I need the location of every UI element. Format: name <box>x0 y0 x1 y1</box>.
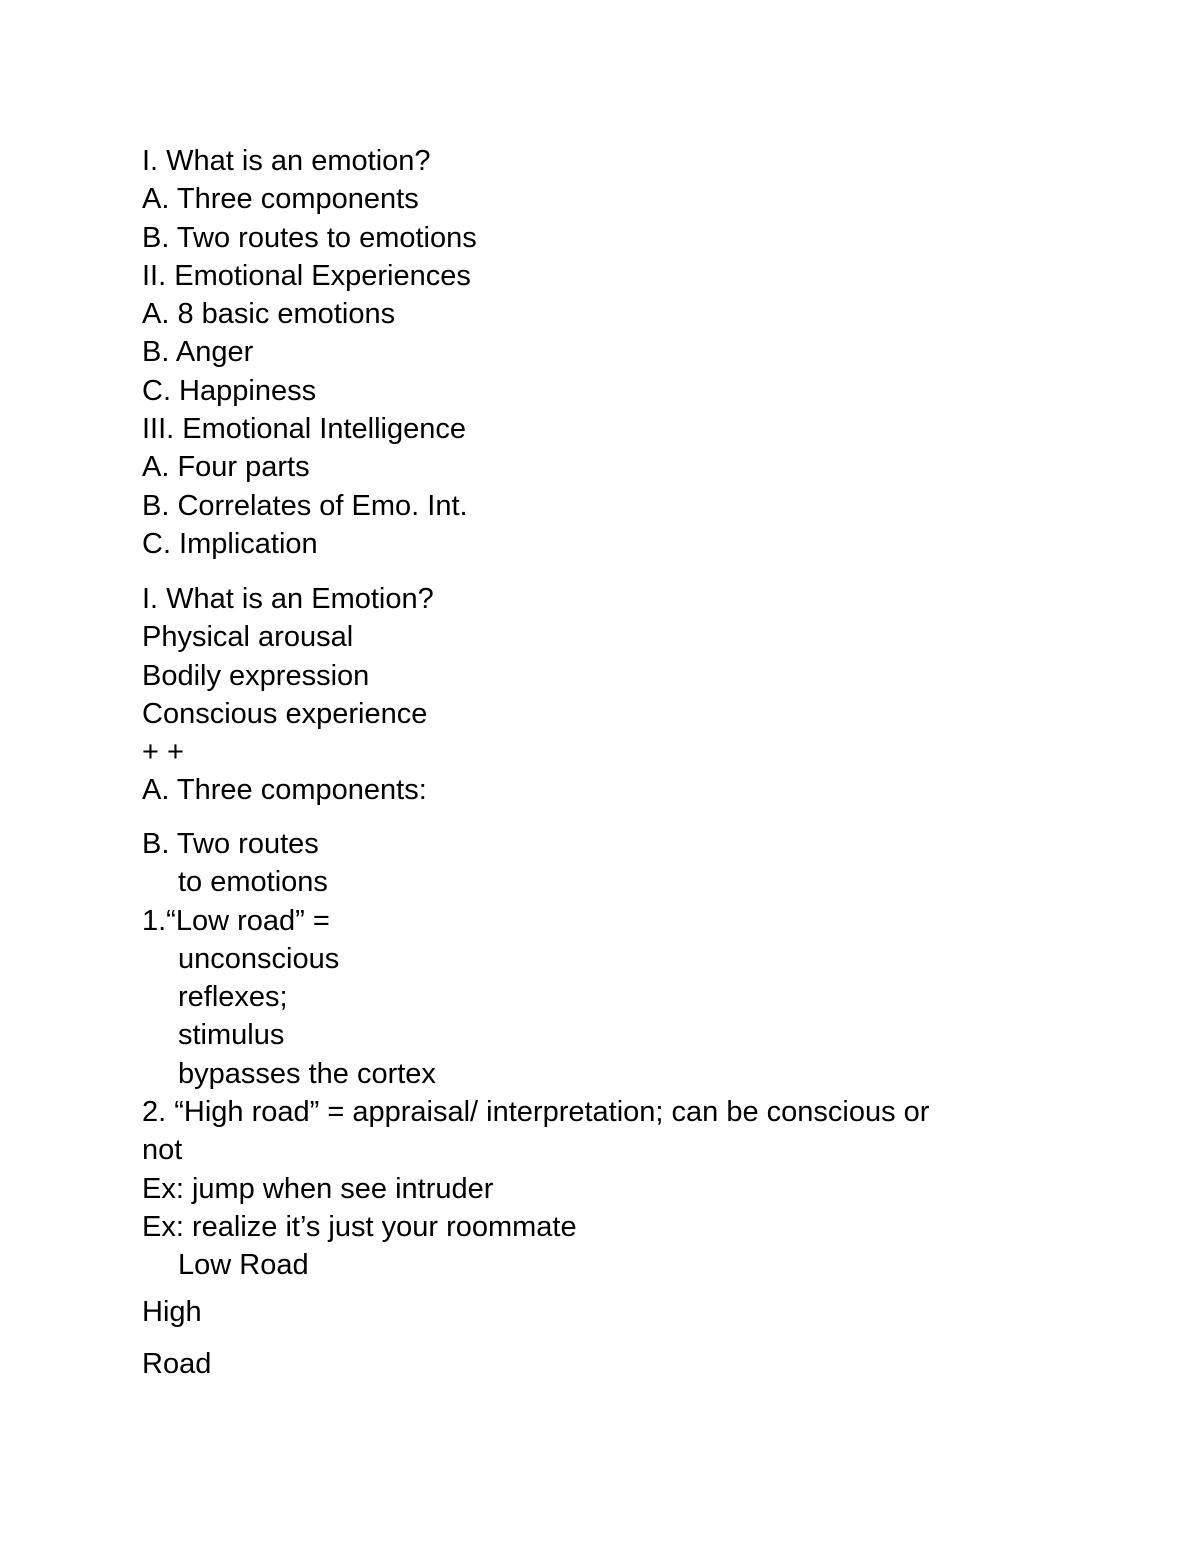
low-road-detail: bypasses the cortex <box>178 1057 436 1090</box>
low-road-detail: stimulus <box>178 1019 285 1052</box>
plus-signs: + + <box>142 736 184 769</box>
low-road-label: Low Road <box>178 1249 309 1282</box>
component-item: Conscious experience <box>142 697 428 730</box>
high-road-label-line: High <box>142 1296 202 1328</box>
two-routes-section <box>142 825 1142 1285</box>
low-road-detail: unconscious <box>178 942 340 975</box>
what-is-emotion-section <box>142 580 1142 810</box>
high-road-item-continued: not <box>142 1134 183 1167</box>
component-item: Physical arousal <box>142 621 354 654</box>
example-line: Ex: realize it’s just your roommate <box>142 1210 577 1243</box>
low-road-item: 1.“Low road” = <box>142 904 330 937</box>
example-line: Ex: jump when see intruder <box>142 1172 494 1205</box>
component-item: Bodily expression <box>142 659 370 692</box>
low-road-detail: reflexes; <box>178 981 288 1014</box>
section-heading: I. What is an Emotion? <box>142 583 434 615</box>
high-road-label <box>142 1286 1142 1390</box>
outline-line: B. Anger <box>142 336 254 369</box>
outline-line: A. 8 basic emotions <box>142 298 396 331</box>
outline-line: II. Emotional Experiences <box>142 259 471 292</box>
outline-line: B. Correlates of Emo. Int. <box>142 489 468 522</box>
lecture-outline <box>142 142 1142 563</box>
outline-line: C. Implication <box>142 527 318 560</box>
high-road-item: 2. “High road” = appraisal/ interpretation; can be conscious or <box>142 1096 930 1129</box>
subsection-heading: B. Two routes <box>142 828 319 860</box>
outline-line: B. Two routes to emotions <box>142 221 477 254</box>
subsection-heading-continued: to emotions <box>178 866 328 899</box>
outline-line: A. Four parts <box>142 451 310 484</box>
outline-line: A. Three components <box>142 183 419 216</box>
subsection-heading: A. Three components: <box>142 774 427 807</box>
high-road-label-line: Road <box>142 1348 212 1380</box>
outline-line: C. Happiness <box>142 374 317 407</box>
outline-line: I. What is an emotion? <box>142 145 431 177</box>
outline-line: III. Emotional Intelligence <box>142 413 467 446</box>
